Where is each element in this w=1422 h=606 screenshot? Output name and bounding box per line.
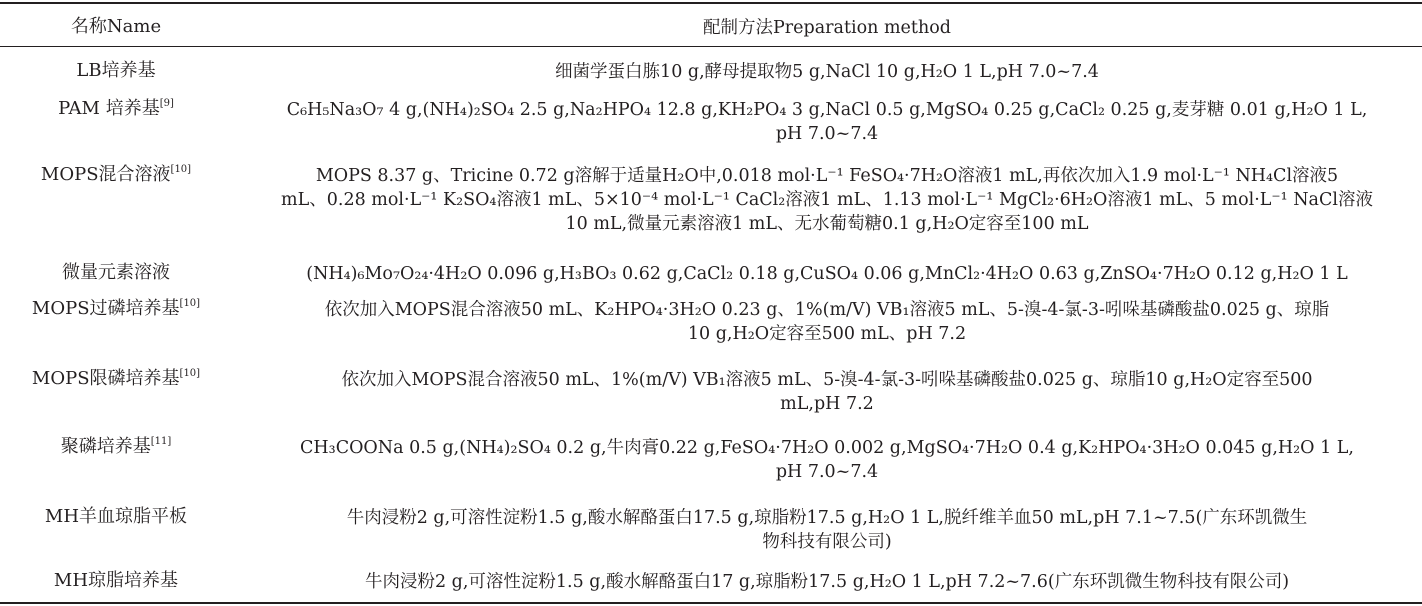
header-method: 配制方法Preparation method	[703, 18, 951, 38]
row-name: 聚磷培养基[11]	[60, 436, 172, 457]
method-line: pH 7.0~7.4	[775, 124, 879, 144]
row-name: PAM 培养基[9]	[58, 98, 174, 119]
method-line: 依次加入MOPS混合溶液50 mL、1%(m/V) VB₁溶液5 mL、5-溴-4-氯-3-吲哚基磷酸盐0.025 g、琼脂10 g,H₂O定容至500	[341, 370, 1313, 390]
top-rule	[0, 2, 1422, 4]
row-name: MOPS混合溶液[10]	[40, 164, 192, 185]
row-name: 微量元素溶液	[62, 262, 170, 283]
reference-mark: [10]	[179, 368, 201, 379]
row-method	[238, 60, 1416, 84]
method-line: MOPS 8.37 g、Tricine 0.72 g溶解于适量H₂O中,0.018 mol·L⁻¹ FeSO₄·7H₂O溶液1 mL,再依次加入1.9 mol·L⁻¹ NH₄Cl溶液5	[315, 166, 1339, 186]
method-line: 牛肉浸粉2 g,可溶性淀粉1.5 g,酸水解酪蛋白17 g,琼脂粉17.5 g,H₂O 1 L,pH 7.2~7.6(广东环凯微生物科技有限公司)	[364, 572, 1290, 592]
method-line: 10 g,H₂O定容至500 mL、pH 7.2	[687, 324, 967, 344]
row-name: MOPS限磷培养基[10]	[31, 368, 201, 389]
method-line: mL,pH 7.2	[780, 394, 874, 414]
row-name: MH羊血琼脂平板	[44, 506, 188, 527]
reference-mark: [10]	[170, 164, 192, 175]
row-method	[238, 506, 1416, 554]
method-line: CH₃COONa 0.5 g,(NH₄)₂SO₄ 0.2 g,牛肉膏0.22 g,FeSO₄·7H₂O 0.002 g,MgSO₄·7H₂O 0.4 g,K₂HPO₄·3H₂O 0.045 g,H₂O 1 L,	[300, 438, 1354, 458]
method-line: 细菌学蛋白胨10 g,酵母提取物5 g,NaCl 10 g,H₂O 1 L,pH 7.0~7.4	[555, 62, 1099, 82]
row-method	[238, 164, 1416, 236]
row-method	[238, 98, 1416, 146]
method-line: pH 7.0~7.4	[775, 462, 879, 482]
row-name: MH琼脂培养基	[53, 570, 179, 591]
method-line: mL、0.28 mol·L⁻¹ K₂SO₄溶液1 mL、5×10⁻⁴ mol·L⁻¹ CaCl₂溶液1 mL、1.13 mol·L⁻¹ MgCl₂·6H₂O溶液1 mL、5 mol·L⁻¹ NaCl溶液	[281, 190, 1373, 210]
method-line: 依次加入MOPS混合溶液50 mL、K₂HPO₄·3H₂O 0.23 g、1%(m/V) VB₁溶液5 mL、5-溴-4-氯-3-吲哚基磷酸盐0.025 g、琼脂	[324, 300, 1330, 320]
row-method	[238, 570, 1416, 594]
method-line: (NH₄)₆Mo₇O₂₄·4H₂O 0.096 g,H₃BO₃ 0.62 g,CaCl₂ 0.18 g,CuSO₄ 0.06 g,MnCl₂·4H₂O 0.63 g,ZnSO₄·7H₂O 0.12 g,H₂O 1 L	[306, 264, 1348, 284]
row-name: MOPS过磷培养基[10]	[31, 298, 201, 319]
method-line: 物科技有限公司)	[762, 532, 892, 552]
method-line: 10 mL,微量元素溶液1 mL、无水葡萄糖0.1 g,H₂O定容至100 mL	[565, 214, 1089, 234]
row-method	[238, 436, 1416, 484]
row-method	[238, 298, 1416, 346]
bottom-rule	[0, 602, 1422, 604]
reference-mark: [10]	[179, 298, 201, 309]
row-method	[238, 368, 1416, 416]
row-name: LB培养基	[76, 60, 156, 81]
reference-mark: [11]	[150, 436, 172, 447]
header-name: 名称Name	[70, 16, 162, 37]
method-line: 牛肉浸粉2 g,可溶性淀粉1.5 g,酸水解酪蛋白17.5 g,琼脂粉17.5 g,H₂O 1 L,脱纤维羊血50 mL,pH 7.1~7.5(广东环凯微生	[346, 508, 1308, 528]
reference-mark: [9]	[159, 98, 174, 109]
method-line: C₆H₅Na₃O₇ 4 g,(NH₄)₂SO₄ 2.5 g,Na₂HPO₄ 12.8 g,KH₂PO₄ 3 g,NaCl 0.5 g,MgSO₄ 0.25 g,CaCl₂ 0.25 g,麦芽糖 0.01 g,H₂O 1 L,	[286, 100, 1368, 120]
header-rule	[0, 46, 1422, 47]
row-method	[238, 262, 1416, 286]
